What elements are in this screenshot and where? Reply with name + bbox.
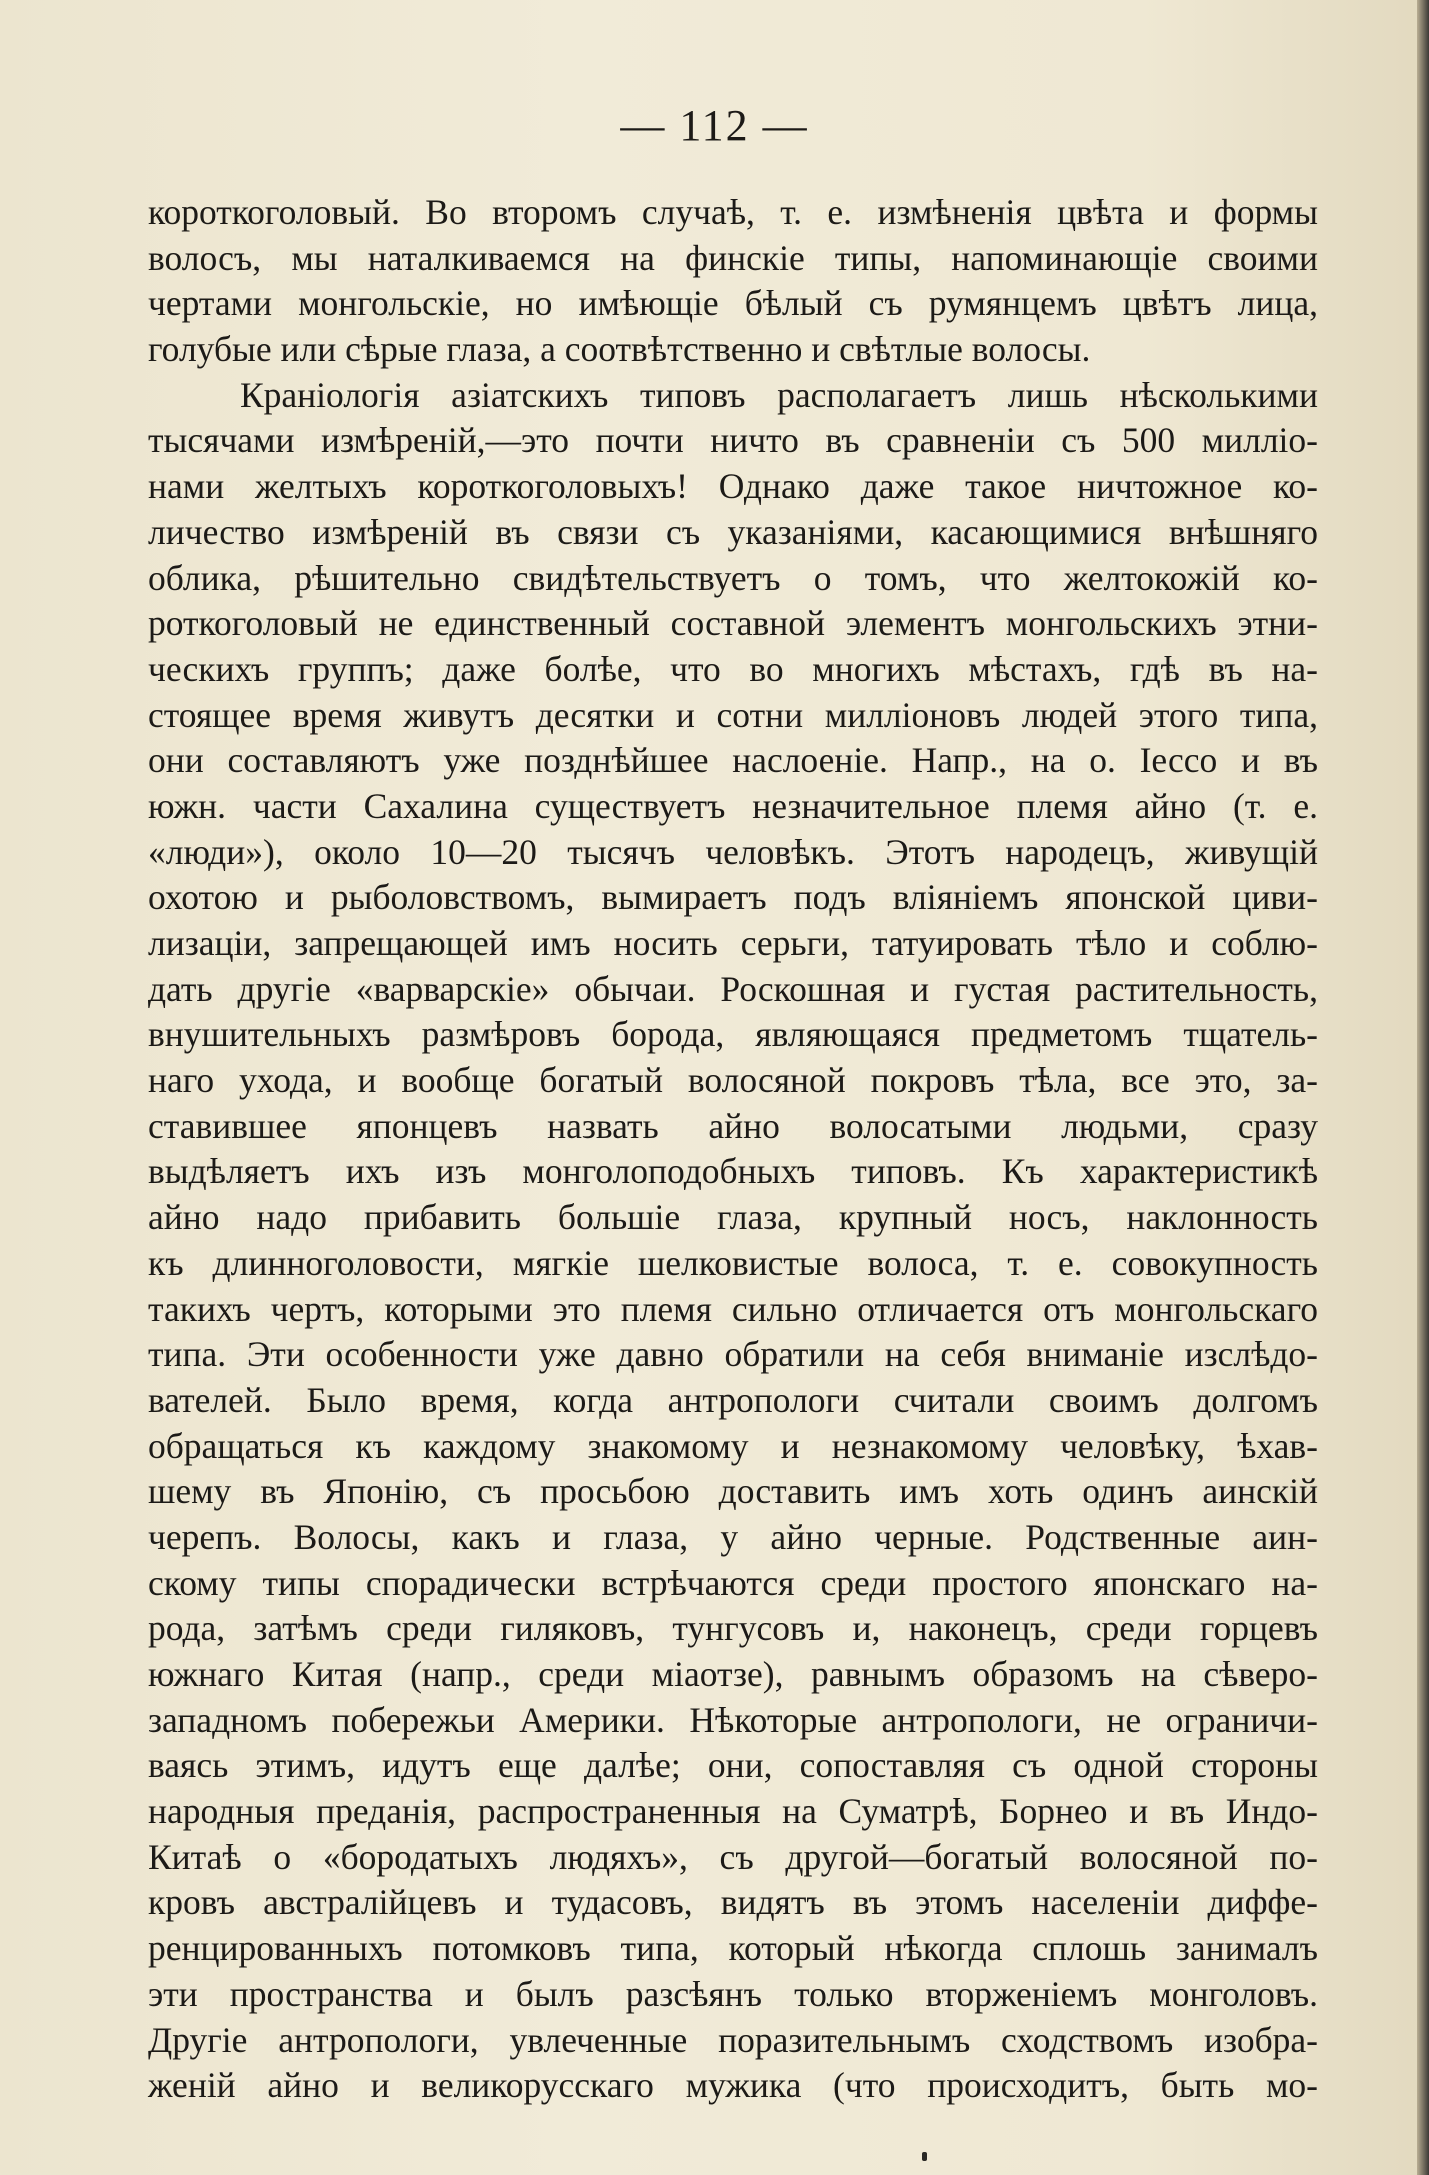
text-line: лизаціи, запрещающей имъ носить серьги, татуировать тѣло и соблю-	[148, 923, 1318, 963]
text-line: облика, рѣшительно свидѣтельствуетъ о томъ, что желтокожій ко-	[148, 557, 1318, 598]
text-line: ставившее японцевъ назвать айно волосатыми людьми, сразу	[148, 1105, 1318, 1146]
text-line: черепъ. Волосы, какъ и глаза, у айно черные. Родственные аин-	[148, 1516, 1318, 1557]
text-line: Другіе антропологи, увлеченные поразительнымъ сходствомъ изобра-	[148, 2019, 1318, 2060]
text-line: наго ухода, и вообще богатый волосяной покровъ тѣла, все это, за-	[148, 1060, 1318, 1101]
text-line: шему въ Японію, съ просьбою доставить имъ хоть одинъ аинскій	[148, 1471, 1318, 1512]
text-line: ческихъ группъ; даже болѣе, что во многихъ мѣстахъ, гдѣ въ на-	[148, 648, 1318, 689]
text-line: дать другіе «варварскіе» обычаи. Роскошная и густая растительность,	[148, 968, 1318, 1009]
text-line: типа. Эти особенности уже давно обратили на себя вниманіе изслѣдо-	[148, 1334, 1318, 1375]
text-line: скому типы спорадически встрѣчаются среди простого японскаго на-	[148, 1562, 1318, 1603]
text-line: голубые или сѣрые глаза, а соотвѣтственно и свѣтлые волосы.	[148, 329, 1091, 370]
text-line: нами желтыхъ короткоголовыхъ! Однако даже такое ничтожное ко-	[148, 466, 1318, 507]
page-number: — 112 —	[620, 101, 809, 150]
text-line: женій айно и великорусскаго мужика (что происходитъ, быть мо-	[148, 2065, 1318, 2106]
text-line: южнаго Китая (напр., среди міаотзе), равнымъ образомъ на сѣверо-	[148, 1654, 1318, 1694]
text-line: эти пространства и былъ разсѣянъ только вторженіемъ монголовъ.	[148, 1973, 1318, 2014]
text-line: чертами монгольскіе, но имѣющіе бѣлый съ румянцемъ цвѣтъ лица,	[148, 283, 1318, 324]
text-line: «люди»), около 10—20 тысячъ человѣкъ. Этотъ народецъ, живущій	[148, 831, 1318, 872]
page-edge-shadow	[1417, 0, 1429, 2175]
text-line: короткоголовый. Во второмъ случаѣ, т. е. измѣненія цвѣта и формы	[148, 192, 1318, 232]
text-line: западномъ побережьи Америки. Нѣкоторые антропологи, не ограничи-	[148, 1699, 1318, 1740]
text-line: ваясь этимъ, идутъ еще далѣе; они, сопоставляя съ одной стороны	[148, 1745, 1318, 1786]
text-line: вателей. Было время, когда антропологи считали своимъ долгомъ	[148, 1379, 1318, 1420]
text-line: кровъ австралійцевъ и тудасовъ, видятъ въ этомъ населеніи диффе-	[148, 1882, 1318, 1923]
text-line: роткоголовый не единственный составной элементъ монгольскихъ этни-	[148, 603, 1318, 644]
text-line: ренцированныхъ потомковъ типа, который нѣкогда сплошь занималъ	[148, 1928, 1318, 1969]
text-line: айно надо прибавить большіе глаза, крупный носъ, наклонность	[148, 1197, 1318, 1238]
text-line: южн. части Сахалина существуетъ незначительное племя айно (т. е.	[148, 785, 1318, 826]
print-mark	[922, 2152, 927, 2161]
text-line: волосъ, мы наталкиваемся на финскіе типы, напоминающіе своими	[148, 237, 1318, 278]
text-line: охотою и рыболовствомъ, вымираетъ подъ вліяніемъ японской циви-	[148, 877, 1318, 918]
text-line: они составляютъ уже позднѣйшее наслоеніе. Напр., на о. Іессо и въ	[148, 740, 1318, 781]
text-line: внушительныхъ размѣровъ борода, являющаяся предметомъ тщатель-	[148, 1014, 1318, 1055]
text-line: личество измѣреній въ связи съ указаніями, касающимися внѣшняго	[148, 511, 1318, 552]
text-line: тысячами измѣреній,—это почти ничто въ сравненіи съ 500 милліо-	[148, 420, 1318, 461]
text-line: выдѣляетъ ихъ изъ монголоподобныхъ типовъ. Къ характеристикѣ	[148, 1151, 1318, 1192]
text-line: стоящее время живутъ десятки и сотни милліоновъ людей этого типа,	[148, 694, 1318, 735]
text-line: обращаться къ каждому знакомому и незнакомому человѣку, ѣхав-	[148, 1425, 1318, 1466]
text-line: Китаѣ о «бородатыхъ людяхъ», съ другой—богатый волосяной по-	[148, 1836, 1318, 1877]
text-line: народныя преданія, распространенныя на Суматрѣ, Борнео и въ Индо-	[148, 1791, 1318, 1832]
text-line: такихъ чертъ, которыми это племя сильно отличается отъ монгольскаго	[148, 1288, 1318, 1329]
body-text	[148, 190, 1318, 2109]
text-line: Краніологія азіатскихъ типовъ располагаетъ лишь нѣсколькими	[240, 374, 1318, 415]
text-line: рода, затѣмъ среди гиляковъ, тунгусовъ и, наконецъ, среди горцевъ	[148, 1608, 1318, 1649]
text-line: къ длинноголовости, мягкіе шелковистые волоса, т. е. совокупность	[148, 1242, 1318, 1283]
